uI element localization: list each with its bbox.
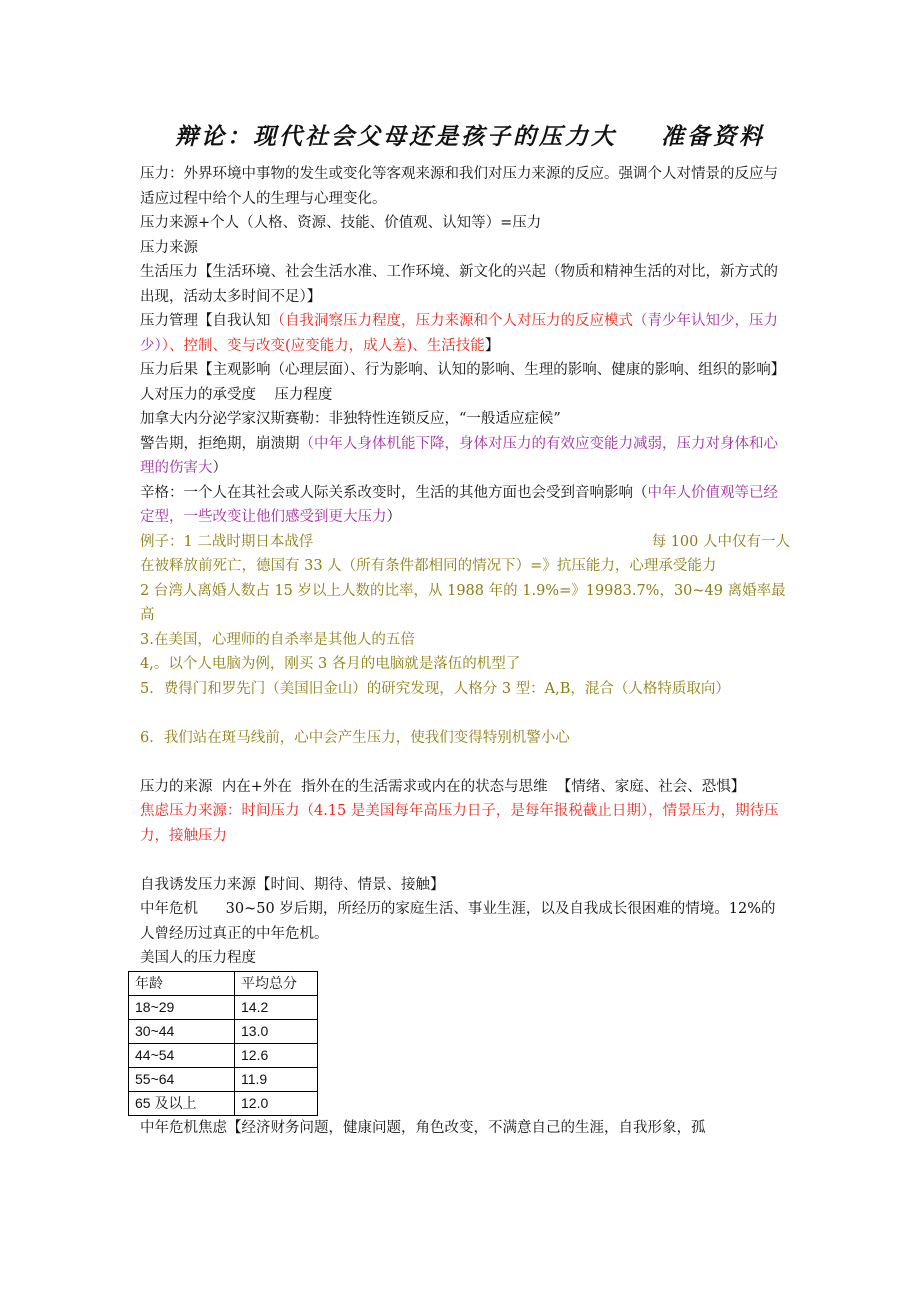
paragraph-life-stress: 生活压力【生活环境、社会生活水准、工作环境、新文化的兴起（物质和精神生活的对比，新方式的出现，活动太多时间不足）】 — [140, 264, 778, 305]
table-row — [129, 1067, 318, 1091]
example-1-line — [140, 530, 790, 555]
document-body — [135, 162, 790, 1140]
table-row — [129, 995, 318, 1019]
example-5: 5．费得门和罗先门（美国旧金山）的研究发现，人格分 3 型：A,B，混合（人格特质取向） — [140, 680, 730, 697]
example-4: 4,。以个人电脑为例，刚买 3 各月的电脑就是落伍的机型了 — [140, 656, 521, 672]
example-1-left: 例子：1 二战时期日本战俘 — [140, 533, 314, 550]
paragraph-anxiety-sources: 焦虑压力来源：时间压力（4.15 是美国每年高压力日子，是每年报税截止日期），情景压力，期待压力，接触压力 — [140, 803, 779, 844]
paragraph-stress-tolerance: 人对压力的承受度 压力程度 — [140, 386, 333, 403]
example-1-continued: 在被释放前死亡，德国有 33 人（所有条件都相同的情况下）=》抗压能力，心理承受能力 — [140, 558, 717, 574]
spacer — [140, 750, 790, 775]
table-row — [129, 1043, 318, 1067]
table-caption: 美国人的压力程度 — [140, 950, 256, 966]
cell-score: 12.0 — [235, 1091, 318, 1115]
spacer — [140, 701, 790, 726]
cell-score: 12.6 — [235, 1043, 318, 1067]
paragraph-self-induced: 自我诱发压力来源【时间、期待、情景、接触】 — [140, 876, 445, 893]
cell-age: 65 及以上 — [129, 1091, 235, 1115]
paragraph-singer: 辛格：一个人在其社会或人际关系改变时，生活的其他方面也会受到音响影响（中年人价值观等已经定型，一些改变让他们感受到更大压力） — [140, 484, 778, 525]
paragraph-stress-consequences: 压力后果【主观影响（心理层面）、行为影响、认知的影响、生理的影响、健康的影响、组织的影响】 — [140, 362, 786, 378]
table-row — [129, 1019, 318, 1043]
paragraph-stress-definition: 压力：外界环境中事物的发生或变化等客观来源和我们对压力来源的反应。强调个人对情景的反应与适应过程中给个人的生理与心理变化。 — [140, 166, 778, 207]
cell-age: 30~44 — [129, 1019, 235, 1043]
table-row — [129, 1091, 318, 1115]
stress-level-table — [128, 971, 318, 1116]
paragraph-stages: 警告期，拒绝期，崩溃期（中年人身体机能下降，身体对压力的有效应变能力减弱，压力对身体和心理的伤害大） — [140, 435, 778, 476]
paragraph-stress-sources-heading: 压力来源 — [140, 239, 198, 256]
example-1-right: 每 100 人中仅有一人 — [651, 533, 790, 550]
paragraph-selye: 加拿大内分泌学家汉斯赛勒：非独特性连锁反应，“一般适应症候” — [140, 411, 561, 427]
paragraph-stress-formula: 压力来源+个人（人格、资源、技能、价值观、认知等）=压力 — [140, 215, 542, 231]
cell-age: 44~54 — [129, 1043, 235, 1067]
cell-age: 55~64 — [129, 1067, 235, 1091]
cell-score: 14.2 — [235, 995, 318, 1019]
cell-score: 13.0 — [235, 1019, 318, 1043]
spacer — [140, 848, 790, 873]
cell-age: 18~29 — [129, 995, 235, 1019]
paragraph-stress-management: 压力管理【自我认知（自我洞察压力程度，压力来源和个人对压力的反应模式（青少年认知少，压力少））、控制、变与改变(应变能力，成人差)、生活技能】 — [140, 313, 778, 354]
header-age: 年龄 — [129, 971, 235, 995]
document-title: 辩论：现代社会父母还是孩子的压力大 准备资料 — [174, 123, 766, 150]
table-header-row — [129, 971, 318, 995]
paragraph-midlife-anxiety: 中年危机焦虑【经济财务问题，健康问题，角色改变，不满意自己的生涯，自我形象，孤 — [140, 1119, 706, 1136]
paragraph-midlife-crisis: 中年危机 30~50 岁后期，所经历的家庭生活、事业生涯，以及自我成长很困难的情境。12%的人曾经历过真正的中年危机。 — [140, 901, 776, 942]
example-3: 3.在美国，心理师的自杀率是其他人的五倍 — [140, 631, 415, 648]
example-6: 6．我们站在斑马线前，心中会产生压力，使我们变得特别机警小心 — [140, 729, 570, 746]
header-average-score: 平均总分 — [235, 971, 318, 995]
example-2: 2 台湾人离婚人数占 15 岁以上人数的比率，从 1988 年的 1.9%=》19983.7%，30~49 离婚率最高 — [140, 582, 786, 623]
cell-score: 11.9 — [235, 1067, 318, 1091]
paragraph-internal-external: 压力的来源 内在+外在 指外在的生活需求或内在的状态与思维 【情绪、家庭、社会、恐惧】 — [140, 778, 746, 795]
